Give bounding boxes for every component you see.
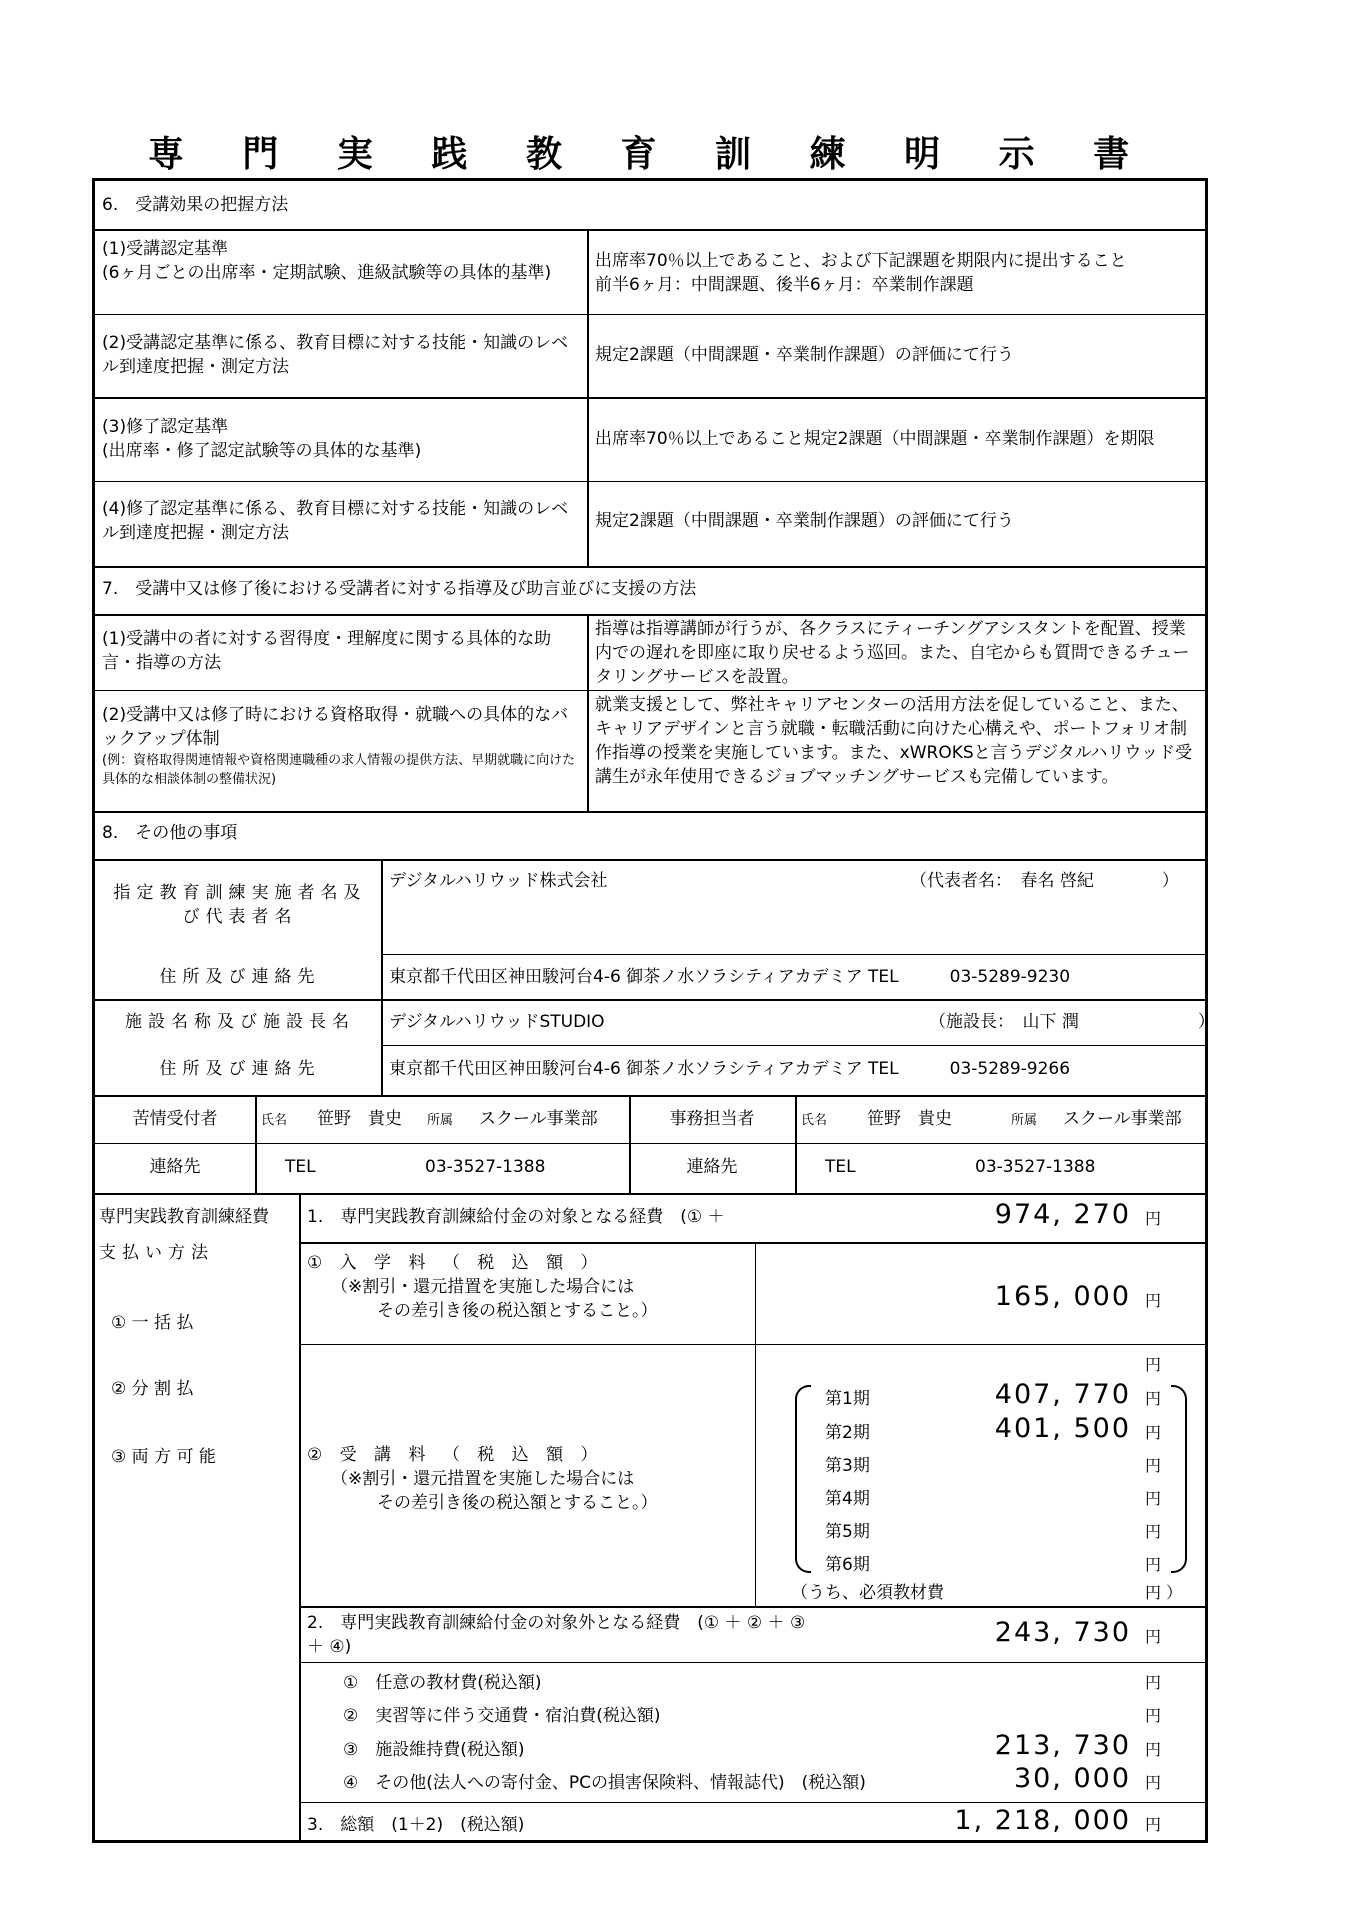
period-6-label: 第6期 — [825, 1555, 870, 1575]
page-title: 専 門 実 践 教 育 訓 練 明 示 書 — [147, 133, 1153, 175]
item3-label: 3. 総額 (1＋2) (税込額) — [307, 1815, 525, 1835]
divider — [95, 481, 1205, 482]
s6-row1-value-line1: 出席率70％以上であること、および下記課題を期限内に提出すること — [595, 251, 1127, 271]
section8-heading: 8. その他の事項 — [102, 823, 238, 843]
period-2-label: 第2期 — [825, 1423, 870, 1443]
admission-yen: 円 — [1145, 1291, 1162, 1310]
period-6-yen: 円 — [1145, 1555, 1162, 1574]
divider — [755, 1242, 756, 1606]
period-3-yen: 円 — [1145, 1456, 1162, 1475]
operator-name: デジタルハリウッド株式会社 — [389, 871, 608, 891]
clerk-contact-label: 連絡先 — [686, 1157, 738, 1177]
divider — [95, 999, 1205, 1001]
complaint-dept: スクール事業部 — [479, 1109, 598, 1129]
period-4-label: 第4期 — [825, 1489, 870, 1509]
admission-note-line2: その差引き後の税込額とすること。） — [377, 1301, 658, 1321]
s6-row4-label: (4)修了認定基準に係る、教育目標に対する技能・知識のレベル到達度把握・測定方法 — [102, 499, 569, 543]
item2-label-line1: 2. 専門実践教育訓練給付金の対象外となる経費 (① ＋ ② ＋ ③ — [307, 1613, 806, 1633]
clerk-tel-label: TEL — [825, 1157, 856, 1177]
complaint-name-label: 氏名 — [261, 1113, 288, 1128]
divider — [95, 690, 1205, 691]
s6-row1-value-line2: 前半6ヶ月：中間課題、後半6ヶ月：卒業制作課題 — [595, 275, 974, 295]
divider — [299, 1193, 301, 1843]
divider — [95, 229, 1205, 231]
s6-row3-label: (3)修了認定基準 (出席率・修了認定試験等の具体的な基準) — [102, 417, 422, 461]
divider — [299, 1662, 1205, 1663]
s7-row1-value: 指導は指導講師が行うが、各クラスにティーチングアシスタントを配置、授業内での遅れを即座に取り戻せるよう巡回。また、自宅からも質問できるチュータリングサービスを設置。 — [595, 619, 1190, 687]
divider — [299, 1802, 1205, 1803]
divider — [95, 614, 1205, 616]
sub-item-2-yen: 円 — [1145, 1706, 1162, 1725]
divider — [587, 614, 589, 811]
facility-label: 施設名称及び施設長名 — [125, 1012, 355, 1032]
clerk-name-label: 氏名 — [801, 1113, 828, 1128]
divider — [95, 859, 1205, 861]
sub-item-3-value: 213, 730 — [994, 1730, 1131, 1761]
s7-row2-value: 就業支援として、弊社キャリアセンターの活用方法を促していること、また、キャリアデザインと言う就職・転職活動に向けた心構えや、ポートフォリオ制作指導の授業を実施しています。また、xWROKSと言うデジタルハリウッド受講生が永年使用できるジョブマッチングサービスも完備しています。 — [595, 695, 1193, 787]
divider — [587, 314, 1205, 315]
divider — [299, 1606, 1205, 1608]
s6-row4-value: 規定2課題（中間課題・卒業制作課題）の評価にて行う — [595, 511, 1014, 531]
bracket-right-icon — [1171, 1385, 1187, 1573]
facility-address-label: 住所及び連絡先 — [159, 1059, 321, 1079]
s6-row2-value: 規定2課題（中間課題・卒業制作課題）の評価にて行う — [595, 345, 1014, 365]
materials-label: （うち、必須教材費 — [791, 1583, 944, 1603]
s6-row3-value: 出席率70％以上であること規定2課題（中間課題・卒業制作課題）を期限 — [595, 429, 1155, 449]
payment-option-both: ③ 両 方 可 能 — [111, 1447, 216, 1467]
tuition-note-line1: （※割引・還元措置を実施した場合には — [331, 1469, 635, 1489]
complaint-label: 苦情受付者 — [132, 1109, 218, 1129]
section6-heading: 6. 受講効果の把握方法 — [102, 195, 289, 215]
sub-item-1-yen: 円 — [1145, 1673, 1162, 1692]
divider — [95, 811, 1205, 813]
operator-address: 東京都千代田区神田駿河台4-6 御茶ノ水ソラシティアカデミア TEL 03-5289-9230 — [389, 967, 1071, 987]
period-3-label: 第3期 — [825, 1456, 870, 1476]
payment-option-lump-sum: ① 一 括 払 — [111, 1313, 194, 1333]
period-1-label: 第1期 — [825, 1389, 870, 1409]
period-4-yen: 円 — [1145, 1489, 1162, 1508]
tuition-label: ② 受 講 料 （ 税 込 額 ） — [307, 1445, 604, 1465]
facility-name: デジタルハリウッドSTUDIO — [389, 1012, 605, 1032]
divider — [95, 314, 587, 315]
divider — [299, 1344, 1205, 1345]
sub-item-3-label: ③ 施設維持費(税込額) — [343, 1740, 525, 1760]
payment-option-installment: ② 分 割 払 — [111, 1379, 194, 1399]
item1-label: 1. 専門実践教育訓練給付金の対象となる経費 (① ＋ — [307, 1207, 725, 1227]
materials-yen: 円 ） — [1145, 1583, 1183, 1602]
operator-representative: （代表者名： 春名 啓紀 ） — [910, 871, 1179, 891]
sub-item-4-yen: 円 — [1145, 1773, 1162, 1792]
s7-row2-note: (例：資格取得関連情報や資格関連職種の求人情報の提供方法、早期就職に向けた具体的な相談体制の整備状況) — [102, 753, 576, 787]
divider — [381, 859, 383, 1095]
period-1-yen: 円 — [1145, 1389, 1162, 1408]
s7-row1-label: (1)受講中の者に対する習得度・理解度に関する具体的な助言・指導の方法 — [102, 629, 552, 673]
divider — [95, 566, 1205, 568]
document-table — [92, 178, 1215, 1843]
period-5-yen: 円 — [1145, 1522, 1162, 1541]
period-1-value: 407, 770 — [994, 1379, 1131, 1410]
divider — [95, 1143, 1205, 1144]
operator-label: 指定教育訓練実施者名及び代表者名 — [113, 883, 367, 927]
facility-address: 東京都千代田区神田駿河台4-6 御茶ノ水ソラシティアカデミア TEL 03-5289-9266 — [389, 1059, 1071, 1079]
period-2-value: 401, 500 — [994, 1413, 1131, 1444]
divider — [255, 1095, 257, 1193]
clerk-tel: 03-3527-1388 — [975, 1157, 1096, 1177]
tuition-header-yen: 円 — [1145, 1355, 1162, 1374]
item2-label-line2: ＋ ④) — [307, 1637, 352, 1657]
section7-heading: 7. 受講中又は修了後における受講者に対する指導及び助言並びに支援の方法 — [102, 579, 697, 599]
s6-row2-label: (2)受講認定基準に係る、教育目標に対する技能・知識のレベル到達度把握・測定方法 — [102, 333, 569, 377]
complaint-tel-label: TEL — [285, 1157, 316, 1177]
divider — [381, 954, 1205, 955]
divider — [795, 1095, 797, 1193]
period-5-label: 第5期 — [825, 1522, 870, 1542]
s6-row1-label: (1)受講認定基準 (6ヶ月ごとの出席率・定期試験、進級試験等の具体的基準) — [102, 239, 552, 283]
complaint-tel: 03-3527-1388 — [425, 1157, 546, 1177]
clerk-label: 事務担当者 — [669, 1109, 755, 1129]
divider — [95, 1095, 1205, 1097]
clerk-dept-label: 所属 — [1011, 1113, 1038, 1128]
item3-value: 1, 218, 000 — [954, 1805, 1131, 1836]
sub-item-4-value: 30, 000 — [1013, 1763, 1131, 1794]
complaint-dept-label: 所属 — [427, 1113, 454, 1128]
cost-side-label: 専門実践教育訓練経費 — [99, 1207, 269, 1227]
divider — [299, 1242, 1205, 1244]
complaint-contact-label: 連絡先 — [149, 1157, 201, 1177]
item1-yen: 円 — [1145, 1209, 1162, 1228]
item1-value: 974, 270 — [994, 1199, 1131, 1230]
clerk-name: 笹野 貴史 — [867, 1109, 952, 1129]
operator-address-label: 住所及び連絡先 — [159, 967, 321, 987]
tuition-note-line2: その差引き後の税込額とすること。） — [377, 1493, 658, 1513]
admission-label: ① 入 学 料 （ 税 込 額 ） — [307, 1253, 604, 1273]
item2-value: 243, 730 — [994, 1617, 1131, 1648]
item2-yen: 円 — [1145, 1627, 1162, 1646]
sub-item-2-label: ② 実習等に伴う交通費・宿泊費(税込額) — [343, 1706, 661, 1726]
sub-item-3-yen: 円 — [1145, 1740, 1162, 1759]
divider — [95, 1193, 1205, 1195]
divider — [95, 397, 1205, 399]
divider — [381, 1045, 1205, 1046]
s7-row2-label: (2)受講中又は修了時における資格取得・就職への具体的なバックアップ体制 — [102, 705, 569, 749]
sub-item-4-label: ④ その他(法人への寄付金、PCの損害保険料、情報誌代) (税込額) — [343, 1773, 866, 1793]
admission-value: 165, 000 — [994, 1281, 1131, 1312]
bracket-left-icon — [795, 1385, 811, 1573]
clerk-dept: スクール事業部 — [1063, 1109, 1182, 1129]
payment-method-label: 支払い方法 — [99, 1243, 214, 1263]
item3-yen: 円 — [1145, 1815, 1162, 1834]
facility-head: （施設長： 山下 潤 ） — [929, 1012, 1215, 1032]
sub-item-1-label: ① 任意の教材費(税込額) — [343, 1673, 542, 1693]
admission-note-line1: （※割引・還元措置を実施した場合には — [331, 1277, 635, 1297]
period-2-yen: 円 — [1145, 1423, 1162, 1442]
complaint-name: 笹野 貴史 — [317, 1109, 402, 1129]
